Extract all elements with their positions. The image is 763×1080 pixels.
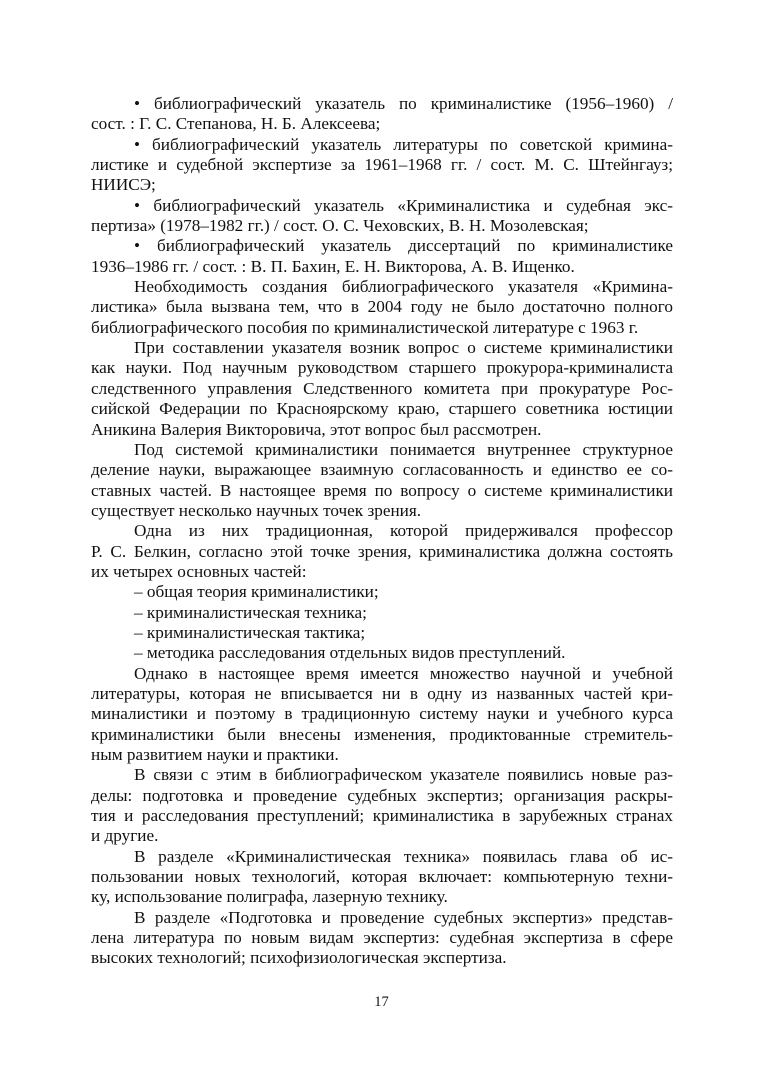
paragraph-however-line-3: миналистики и поэтому в традиционную систему науки и учебного курса [91, 704, 673, 724]
paragraph-system-line-1: Под системой криминалистики понимается внутреннее структурное [134, 439, 673, 459]
paragraph-new-sections-line-4: и другие. [91, 826, 159, 846]
paragraph-compilation-line-2: как науки. Под научным руководством старшего прокурора-криминалиста [91, 358, 673, 378]
paragraph-technique-line-2: пользовании новых технологий, которая включает: компьютерную техни- [91, 867, 673, 887]
paragraph-compilation-line-5: Аникина Валерия Викторовича, этот вопрос был рассмотрен. [91, 419, 542, 439]
paragraph-new-sections-line-2: делы: подготовка и проведение судебных экспертиз; организация раскры- [91, 785, 673, 805]
paragraph-however-line-5: ным развитием науки и практики. [91, 745, 339, 764]
paragraph-compilation-line-4: сийской Федерации по Красноярскому краю, старшего советника юстиции [91, 399, 673, 419]
paragraph-necessity-line-1: Необходимость создания библиографического указателя «Кримина- [134, 277, 673, 297]
paragraph-new-sections-line-1: В связи с этим в библиографическом указателе появились новые раз- [134, 765, 673, 785]
paragraph-traditional-line-1: Одна из них традиционная, которой придерживался профессор [134, 521, 673, 541]
paragraph-technique-line-1: В разделе «Криминалистическая техника» появилась глава об ис- [134, 846, 673, 866]
bibliography-item-3-line-2: пертиза» (1978–1982 гг.) / сост. О. С. Чеховских, В. Н. Мозолевская; [91, 216, 589, 236]
bibliography-item-4-line-1: • библиографический указатель диссертаций по криминалистике [134, 236, 673, 256]
paragraph-necessity-line-2: листика» была вызвана тем, что в 2004 году не было достаточно полного [91, 297, 673, 317]
paragraph-traditional-line-2: Р. С. Белкин, согласно этой точке зрения, криминалистика должна состоять [91, 541, 673, 561]
bibliography-item-1-line-1: • библиографический указатель по криминалистике (1956–1960) / [134, 94, 673, 113]
list-item-forensic-tactics: – криминалистическая тактика; [134, 622, 366, 642]
bibliography-item-1-line-2: сост. : Г. С. Степанова, Н. Б. Алексеева; [91, 114, 381, 134]
bibliography-item-4-line-2: 1936–1986 гг. / сост. : В. П. Бахин, Е. Н. Викторова, А. В. Ищенко. [91, 256, 575, 276]
paragraph-compilation-line-3: следственного управления Следственного комитета при прокуратуре Рос- [91, 378, 673, 398]
list-item-investigation-methods: – методика расследования отдельных видов преступлений. [134, 643, 566, 663]
paragraph-system-line-4: существует несколько научных точек зрения. [91, 500, 422, 520]
document-body [91, 94, 673, 969]
bibliography-item-3-line-1: • библиографический указатель «Криминалистика и судебная экс- [134, 195, 673, 215]
paragraph-compilation-line-1: При составлении указателя возник вопрос о системе криминалистики [134, 338, 673, 358]
paragraph-expertise-line-2: лена литература по новым видам экспертиз: судебная экспертиза в сфере [91, 928, 673, 948]
paragraph-new-sections-line-3: тия и расследования преступлений; криминалистика в зарубежных странах [91, 806, 673, 826]
list-item-general-theory: – общая теория криминалистики; [134, 582, 379, 602]
paragraph-however-line-1: Однако в настоящее время имеется множество научной и учебной [134, 663, 673, 683]
paragraph-expertise-line-1: В разделе «Подготовка и проведение судебных экспертиз» представ- [134, 907, 673, 927]
paragraph-traditional-line-3: их четырех основных частей: [91, 561, 307, 581]
bibliography-item-2-line-1: • библиографический указатель литературы по советской кримина- [134, 134, 673, 154]
page-number: 17 [374, 994, 389, 1010]
bibliography-item-2-line-2: листике и судебной экспертизе за 1961–1968 гг. / сост. М. С. Штейнгауз; [91, 155, 673, 175]
paragraph-necessity-line-3: библиографического пособия по криминалистической литературе с 1963 г. [91, 317, 639, 337]
paragraph-however-line-4: криминалистики были внесены изменения, продиктованные стремитель- [91, 724, 673, 744]
bibliography-item-2-line-3: НИИСЭ; [91, 175, 156, 195]
paragraph-expertise-line-3: высоких технологий; психофизиологическая экспертиза. [91, 948, 507, 968]
paragraph-system-line-3: ставных частей. В настоящее время по вопросу о системе криминалистики [91, 480, 673, 500]
paragraph-system-line-2: деление науки, выражающее взаимную согласованность и единство ее со- [91, 460, 673, 480]
paragraph-however-line-2: литературы, которая не вписывается ни в одну из названных частей кри- [91, 683, 673, 703]
paragraph-technique-line-3: ку, использование полиграфа, лазерную технику. [91, 887, 448, 907]
list-item-forensic-technique: – криминалистическая техника; [134, 602, 367, 622]
